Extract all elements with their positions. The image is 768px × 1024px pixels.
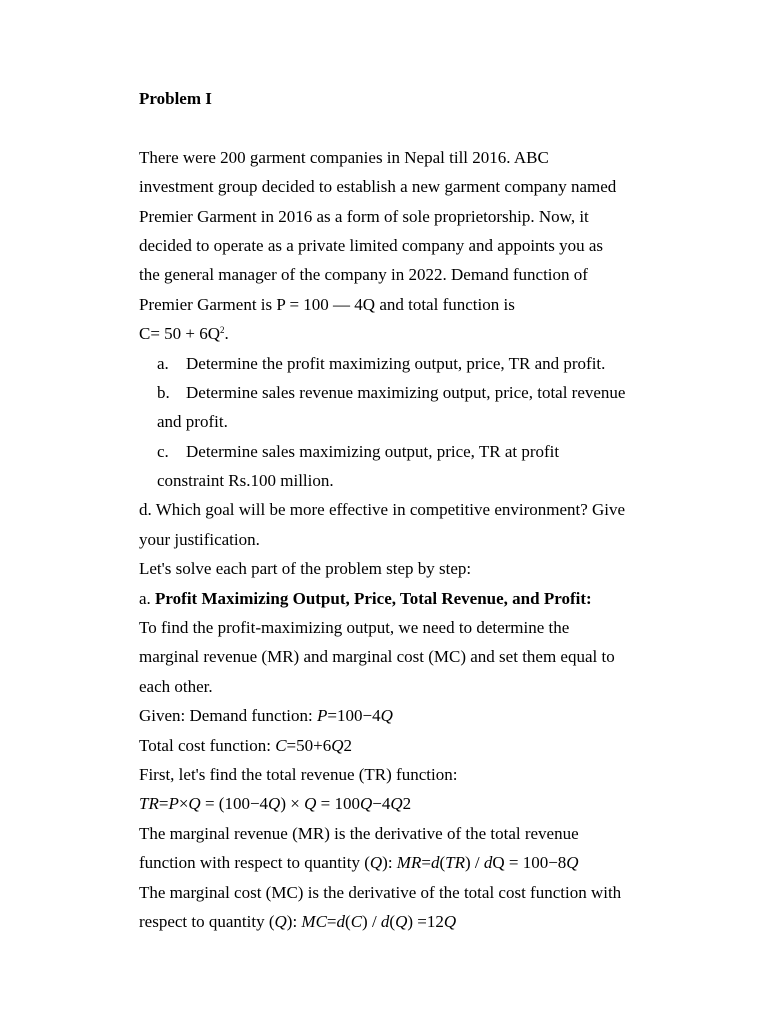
list-marker: b. [157, 382, 170, 402]
question-d-line: your justification. [139, 529, 260, 549]
equation-part: ( [389, 911, 396, 931]
equation-part: = [421, 853, 431, 873]
paragraph-line: investment group decided to establish a new garment company named [139, 177, 617, 197]
list-text: Determine the profit maximizing output, price, TR and profit. [186, 353, 606, 373]
var-q: Q [395, 911, 408, 931]
var-mc: MC [301, 911, 327, 931]
var-tr: TR [445, 853, 465, 873]
var-p: P [168, 794, 179, 814]
list-item-b-continued: and profit. [157, 412, 228, 432]
mc-equation [139, 907, 679, 936]
var-q: Q [359, 794, 373, 814]
equation-part: =100−4 [327, 706, 381, 726]
list-text: Determine sales maximizing output, price, TR at profit [186, 441, 560, 461]
var-q: Q [188, 794, 201, 814]
var-q: Q [566, 853, 579, 873]
given-demand-line [139, 701, 679, 730]
tr-intro: First, let's find the total revenue (TR) function: [139, 764, 458, 784]
list-text: Determine sales revenue maximizing output, price, total revenue [186, 382, 626, 402]
question-list [139, 349, 679, 496]
var-tr: TR [139, 794, 159, 814]
var-q: Q [390, 794, 403, 814]
list-item-c [139, 437, 679, 466]
tr-equation [139, 789, 679, 818]
var-q: Q [268, 794, 281, 814]
equation-part: ( [345, 911, 351, 931]
document-page [139, 84, 679, 936]
cost-function-exponent: 2 [220, 325, 225, 336]
equation-part: ): [382, 853, 397, 873]
var-mr: MR [396, 853, 422, 873]
tc-label: Total cost function: [139, 735, 276, 755]
var-p: P [317, 706, 328, 726]
mc-text: The marginal cost (MC) is the derivative of the total cost function with [139, 882, 622, 902]
var-d: d [430, 853, 440, 873]
list-marker: a. [157, 353, 169, 373]
var-c: C [350, 911, 363, 931]
spacer [139, 113, 679, 142]
equation-part: ( [439, 853, 446, 873]
paragraph-line: There were 200 garment companies in Nepal till 2016. ABC [139, 147, 549, 167]
paragraph-line: Premier Garment in 2016 as a form of sole proprietorship. Now, it [139, 206, 589, 226]
equation-part: respect to quantity ( [139, 911, 275, 931]
var-q: Q [443, 911, 457, 931]
question-d-line: d. Which goal will be more effective in competitive environment? Give [139, 500, 626, 520]
var-d: d [336, 911, 346, 931]
var-q: Q [369, 853, 383, 873]
var-q: Q [274, 911, 287, 931]
equation-part: ) × [280, 794, 305, 814]
total-cost-line [139, 731, 679, 760]
var-q: Q [304, 794, 317, 814]
equation-part: −4 [372, 794, 391, 814]
mr-text: The marginal revenue (MR) is the derivative of the total revenue [139, 823, 579, 843]
mr-equation [139, 848, 679, 877]
equation-part: ) [407, 911, 414, 931]
cost-function-end: . [224, 324, 229, 344]
list-item-a [139, 349, 679, 378]
problem-paragraph [139, 143, 679, 349]
equation-part: 2 [402, 794, 412, 814]
part-a-heading [139, 584, 679, 613]
var-q: Q [331, 735, 344, 755]
explanation-line: each other. [139, 676, 213, 696]
equation-part: = (100−4 [200, 794, 269, 814]
var-d: d [483, 853, 493, 873]
var-q: Q [380, 706, 393, 726]
equation-part: × [178, 794, 189, 814]
paragraph-line: the general manager of the company in 2022. Demand function of [139, 265, 588, 285]
list-marker: c. [157, 441, 169, 461]
list-item-c-continued: constraint Rs.100 million. [157, 471, 334, 491]
paragraph-line: Premier Garment is P = 100 — 4Q and total function is [139, 294, 515, 314]
equation-part: = [326, 911, 337, 931]
equation-part: ) / [362, 911, 381, 931]
equation-part: ): [286, 911, 302, 931]
given-label: Given: Demand function: [139, 706, 317, 726]
equation-part: function with respect to quantity ( [139, 853, 370, 873]
equation-part: 2 [343, 735, 353, 755]
equation-part: = 100 [316, 794, 360, 814]
part-a-prefix: a. [139, 588, 156, 608]
paragraph-line: decided to operate as a private limited company and appoints you as [139, 235, 604, 255]
explanation-line: marginal revenue (MR) and marginal cost (MC) and set them equal to [139, 647, 615, 667]
list-item-b [139, 378, 679, 407]
equation-part: =50+6 [286, 735, 332, 755]
solve-intro: Let's solve each part of the problem step by step: [139, 559, 472, 579]
equation-part: = [158, 794, 169, 814]
equation-part: Q = 100−8 [492, 853, 567, 873]
equation-part: ) / [464, 853, 484, 873]
equation-part: =12 [413, 911, 444, 931]
var-d: d [380, 911, 390, 931]
cost-function-text: C= 50 + 6Q [139, 324, 221, 344]
part-a-title: Profit Maximizing Output, Price, Total Revenue, and Profit: [155, 588, 592, 608]
var-c: C [275, 735, 287, 755]
problem-title: Problem I [139, 89, 212, 108]
cost-function-line [139, 319, 679, 348]
explanation-line: To find the profit-maximizing output, we need to determine the [139, 618, 570, 638]
